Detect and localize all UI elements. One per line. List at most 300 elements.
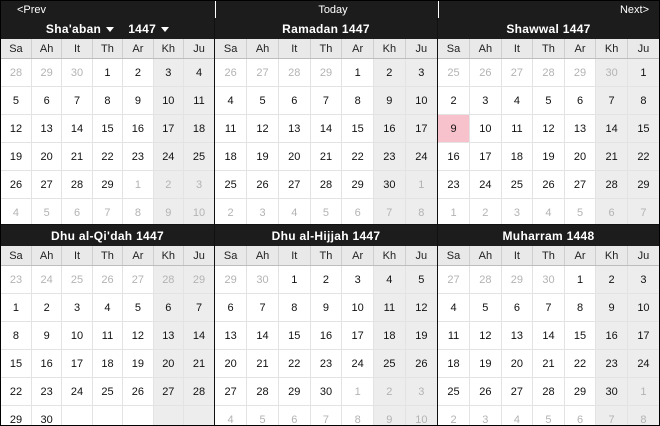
- day-cell[interactable]: 3: [342, 266, 374, 294]
- day-cell[interactable]: 10: [405, 87, 437, 115]
- day-cell[interactable]: 11: [501, 115, 533, 143]
- day-cell[interactable]: 9: [596, 294, 628, 322]
- day-cell[interactable]: 20: [153, 350, 183, 378]
- day-cell[interactable]: 3: [405, 378, 437, 406]
- day-cell[interactable]: 5: [564, 199, 596, 226]
- day-cell[interactable]: 10: [62, 322, 92, 350]
- day-cell[interactable]: 6: [501, 294, 533, 322]
- day-cell[interactable]: 18: [501, 143, 533, 171]
- day-cell[interactable]: [62, 406, 92, 426]
- day-cell[interactable]: [153, 406, 183, 426]
- day-cell[interactable]: 17: [62, 350, 92, 378]
- day-cell[interactable]: 29: [310, 59, 342, 87]
- day-cell[interactable]: 9: [123, 87, 153, 115]
- day-cell[interactable]: 4: [215, 87, 247, 115]
- weekday-header: Kh: [596, 39, 628, 59]
- day-cell[interactable]: 1: [438, 199, 470, 226]
- day-cell[interactable]: 21: [310, 143, 342, 171]
- day-cell[interactable]: 13: [564, 115, 596, 143]
- week-row: [438, 87, 659, 115]
- day-cell[interactable]: 5: [123, 294, 153, 322]
- day-cell[interactable]: 25: [62, 266, 92, 294]
- day-cell[interactable]: 26: [405, 350, 437, 378]
- day-cell[interactable]: 8: [627, 87, 659, 115]
- day-cell[interactable]: 24: [342, 350, 374, 378]
- day-cell[interactable]: 30: [596, 378, 628, 406]
- day-cell[interactable]: 22: [92, 143, 122, 171]
- weekday-header: Ju: [627, 246, 659, 266]
- day-cell[interactable]: 24: [62, 378, 92, 406]
- day-cell[interactable]: 3: [470, 406, 502, 426]
- day-cell[interactable]: 2: [374, 378, 406, 406]
- day-cell[interactable]: 20: [564, 143, 596, 171]
- day-cell[interactable]: 28: [533, 378, 565, 406]
- day-cell[interactable]: 24: [627, 350, 659, 378]
- day-cell[interactable]: 1: [627, 378, 659, 406]
- week-row: [438, 406, 659, 426]
- day-cell[interactable]: 14: [596, 115, 628, 143]
- day-cell[interactable]: 4: [533, 199, 565, 226]
- day-cell[interactable]: 12: [247, 115, 279, 143]
- day-cell[interactable]: 6: [31, 87, 61, 115]
- day-cell[interactable]: 10: [627, 294, 659, 322]
- day-cell[interactable]: 5: [247, 87, 279, 115]
- week-row: [215, 266, 437, 294]
- day-cell[interactable]: 9: [153, 199, 183, 226]
- day-cell[interactable]: 7: [596, 406, 628, 426]
- day-cell[interactable]: 16: [374, 115, 406, 143]
- day-cell[interactable]: 13: [215, 322, 247, 350]
- week-row: [438, 115, 659, 143]
- day-cell[interactable]: 28: [533, 59, 565, 87]
- day-cell[interactable]: 2: [596, 266, 628, 294]
- day-cell[interactable]: 7: [184, 294, 214, 322]
- day-cell[interactable]: 22: [564, 350, 596, 378]
- day-cell[interactable]: 2: [31, 294, 61, 322]
- day-cell[interactable]: 3: [405, 59, 437, 87]
- week-row: [215, 406, 437, 426]
- day-cell[interactable]: 14: [62, 115, 92, 143]
- day-cell[interactable]: 7: [247, 294, 279, 322]
- day-cell[interactable]: 23: [310, 350, 342, 378]
- day-cell[interactable]: 8: [564, 294, 596, 322]
- week-row: [1, 322, 214, 350]
- day-cell[interactable]: 15: [342, 115, 374, 143]
- day-cell[interactable]: 16: [438, 143, 470, 171]
- day-cell[interactable]: 1: [278, 266, 310, 294]
- week-row: [1, 143, 214, 171]
- day-cell[interactable]: 7: [310, 87, 342, 115]
- today-button[interactable]: Today: [318, 3, 348, 16]
- day-cell[interactable]: 17: [627, 322, 659, 350]
- weekday-header: It: [278, 246, 310, 266]
- day-cell[interactable]: 11: [374, 294, 406, 322]
- day-cell[interactable]: 3: [470, 87, 502, 115]
- day-cell[interactable]: 11: [438, 322, 470, 350]
- day-cell[interactable]: 4: [438, 294, 470, 322]
- day-cell[interactable]: 3: [501, 199, 533, 226]
- day-cell[interactable]: 29: [215, 266, 247, 294]
- day-cell[interactable]: 6: [62, 199, 92, 226]
- day-cell[interactable]: 29: [92, 171, 122, 199]
- day-cell[interactable]: 29: [501, 266, 533, 294]
- day-cell[interactable]: 10: [470, 115, 502, 143]
- day-cell[interactable]: 18: [184, 115, 214, 143]
- year-select[interactable]: [128, 22, 169, 36]
- day-cell[interactable]: 18: [374, 322, 406, 350]
- day-cell[interactable]: 30: [247, 266, 279, 294]
- day-cell[interactable]: 28: [153, 266, 183, 294]
- month-header: [215, 18, 437, 39]
- day-cell[interactable]: 20: [31, 143, 61, 171]
- day-cell[interactable]: 24: [31, 266, 61, 294]
- weekday-header-row: [1, 246, 214, 266]
- day-cell[interactable]: 18: [92, 350, 122, 378]
- day-cell[interactable]: 6: [278, 406, 310, 426]
- day-cell[interactable]: 8: [405, 199, 437, 226]
- day-cell[interactable]: 11: [184, 87, 214, 115]
- day-cell[interactable]: 12: [470, 322, 502, 350]
- day-cell[interactable]: 27: [564, 171, 596, 199]
- day-cell[interactable]: 6: [564, 406, 596, 426]
- day-cell[interactable]: 3: [153, 59, 183, 87]
- day-cell[interactable]: 3: [184, 171, 214, 199]
- day-cell[interactable]: 8: [278, 294, 310, 322]
- weekday-header: It: [62, 246, 92, 266]
- day-cell[interactable]: 9: [374, 87, 406, 115]
- day-cell[interactable]: 25: [501, 171, 533, 199]
- day-cell-today[interactable]: 9: [438, 115, 470, 143]
- weekday-header: Sa: [1, 246, 31, 266]
- day-cell[interactable]: 2: [310, 266, 342, 294]
- day-cell[interactable]: 29: [564, 59, 596, 87]
- week-row: [438, 294, 659, 322]
- day-cell[interactable]: 29: [31, 59, 61, 87]
- day-cell[interactable]: 19: [533, 143, 565, 171]
- day-cell[interactable]: 27: [215, 378, 247, 406]
- day-cell[interactable]: 27: [123, 266, 153, 294]
- day-cell[interactable]: 30: [310, 378, 342, 406]
- day-cell[interactable]: 8: [123, 199, 153, 226]
- chevron-down-icon: [106, 27, 114, 32]
- day-cell[interactable]: 4: [501, 87, 533, 115]
- day-cell[interactable]: 5: [533, 87, 565, 115]
- day-cell[interactable]: 4: [501, 406, 533, 426]
- day-cell[interactable]: 2: [438, 406, 470, 426]
- day-cell[interactable]: 4: [215, 406, 247, 426]
- week-row: [1, 406, 214, 426]
- day-cell[interactable]: 5: [247, 406, 279, 426]
- day-cell[interactable]: 3: [627, 266, 659, 294]
- day-cell[interactable]: 27: [247, 59, 279, 87]
- day-cell[interactable]: 25: [215, 171, 247, 199]
- day-cell[interactable]: 10: [342, 294, 374, 322]
- day-cell[interactable]: 29: [564, 378, 596, 406]
- day-cell[interactable]: 22: [342, 143, 374, 171]
- day-cell[interactable]: 25: [184, 143, 214, 171]
- day-cell[interactable]: 9: [310, 294, 342, 322]
- day-cell[interactable]: 1: [123, 171, 153, 199]
- day-cell[interactable]: 8: [342, 406, 374, 426]
- day-cell[interactable]: 6: [153, 294, 183, 322]
- day-cell[interactable]: 4: [92, 294, 122, 322]
- day-cell[interactable]: 12: [123, 322, 153, 350]
- month-header: [215, 225, 437, 246]
- weekday-header: Ar: [123, 246, 153, 266]
- day-cell[interactable]: 7: [374, 199, 406, 226]
- day-cell[interactable]: 25: [438, 378, 470, 406]
- week-row: [1, 294, 214, 322]
- day-cell[interactable]: 13: [501, 322, 533, 350]
- day-cell[interactable]: 23: [31, 378, 61, 406]
- day-cell[interactable]: 29: [278, 378, 310, 406]
- day-cell[interactable]: 1: [1, 294, 31, 322]
- day-cell[interactable]: 30: [374, 171, 406, 199]
- day-cell[interactable]: 30: [533, 266, 565, 294]
- day-cell[interactable]: 23: [596, 350, 628, 378]
- day-cell[interactable]: 8: [1, 322, 31, 350]
- day-cell[interactable]: 6: [596, 199, 628, 226]
- day-cell[interactable]: 13: [153, 322, 183, 350]
- day-cell[interactable]: 24: [470, 171, 502, 199]
- day-cell[interactable]: [92, 406, 122, 426]
- day-cell[interactable]: 11: [215, 115, 247, 143]
- day-cell[interactable]: 17: [405, 115, 437, 143]
- day-cell[interactable]: 12: [405, 294, 437, 322]
- day-cell[interactable]: 2: [215, 199, 247, 226]
- day-cell[interactable]: 5: [470, 294, 502, 322]
- week-row: [215, 322, 437, 350]
- day-cell[interactable]: 22: [278, 350, 310, 378]
- month-select-label: Sha'aban: [45, 21, 102, 36]
- week-row: [438, 350, 659, 378]
- day-cell[interactable]: 21: [184, 350, 214, 378]
- day-cell[interactable]: 26: [215, 59, 247, 87]
- day-cell[interactable]: 13: [278, 115, 310, 143]
- weekday-header: Ar: [342, 246, 374, 266]
- day-cell[interactable]: 28: [310, 171, 342, 199]
- day-cell[interactable]: 18: [215, 143, 247, 171]
- day-cell[interactable]: 30: [62, 59, 92, 87]
- year-select-label: 1447: [128, 21, 157, 36]
- toolbar-divider-left: [215, 1, 216, 18]
- day-cell[interactable]: 6: [278, 87, 310, 115]
- week-row: [215, 87, 437, 115]
- day-cell[interactable]: 29: [342, 171, 374, 199]
- day-cell[interactable]: 17: [470, 143, 502, 171]
- day-cell[interactable]: 18: [438, 350, 470, 378]
- day-cell[interactable]: 3: [247, 199, 279, 226]
- day-cell[interactable]: 8: [627, 406, 659, 426]
- day-cell[interactable]: 29: [184, 266, 214, 294]
- day-cell[interactable]: 19: [247, 143, 279, 171]
- day-cell[interactable]: 26: [533, 171, 565, 199]
- weekday-header-row: [215, 39, 437, 59]
- day-cell[interactable]: 4: [374, 266, 406, 294]
- day-cell[interactable]: 26: [247, 171, 279, 199]
- day-cell[interactable]: 22: [1, 378, 31, 406]
- day-cell[interactable]: 21: [533, 350, 565, 378]
- day-cell[interactable]: 15: [278, 322, 310, 350]
- day-cell[interactable]: 1: [342, 378, 374, 406]
- day-cell[interactable]: 25: [374, 350, 406, 378]
- day-cell[interactable]: 5: [405, 266, 437, 294]
- day-cell[interactable]: 29: [627, 171, 659, 199]
- weekday-header: It: [62, 39, 92, 59]
- day-cell[interactable]: 9: [31, 322, 61, 350]
- day-cell[interactable]: [184, 406, 214, 426]
- day-cell[interactable]: 21: [62, 143, 92, 171]
- day-cell[interactable]: 25: [92, 378, 122, 406]
- day-cell[interactable]: 15: [1, 350, 31, 378]
- month-title: Ramadan 1447: [282, 21, 370, 36]
- day-cell[interactable]: 12: [533, 115, 565, 143]
- day-cell[interactable]: 17: [342, 322, 374, 350]
- weekday-header: Kh: [374, 246, 406, 266]
- day-cell[interactable]: 30: [31, 406, 61, 426]
- day-cell[interactable]: 26: [123, 378, 153, 406]
- day-cell[interactable]: 17: [153, 115, 183, 143]
- day-cell[interactable]: 1: [564, 266, 596, 294]
- day-cell[interactable]: 26: [92, 266, 122, 294]
- day-cell[interactable]: 7: [627, 199, 659, 226]
- day-cell[interactable]: 19: [1, 143, 31, 171]
- week-row: [1, 350, 214, 378]
- day-cell[interactable]: [123, 406, 153, 426]
- day-cell[interactable]: 23: [374, 143, 406, 171]
- day-cell[interactable]: 4: [278, 199, 310, 226]
- day-cell[interactable]: 15: [564, 322, 596, 350]
- day-cell[interactable]: 1: [405, 171, 437, 199]
- day-cell[interactable]: 26: [470, 378, 502, 406]
- day-cell[interactable]: 14: [310, 115, 342, 143]
- day-cell[interactable]: 13: [31, 115, 61, 143]
- day-cell[interactable]: 5: [1, 87, 31, 115]
- week-row: [438, 59, 659, 87]
- day-cell[interactable]: 6: [564, 87, 596, 115]
- day-cell[interactable]: 2: [123, 59, 153, 87]
- day-cell[interactable]: 9: [374, 406, 406, 426]
- day-cell[interactable]: 28: [184, 378, 214, 406]
- weekday-header: Ah: [247, 246, 279, 266]
- day-cell[interactable]: 8: [92, 87, 122, 115]
- day-cell[interactable]: 19: [470, 350, 502, 378]
- day-cell[interactable]: 14: [247, 322, 279, 350]
- day-cell[interactable]: 2: [374, 59, 406, 87]
- weekday-header: Ah: [31, 246, 61, 266]
- day-cell[interactable]: 16: [596, 322, 628, 350]
- day-cell[interactable]: 20: [501, 350, 533, 378]
- day-cell[interactable]: 21: [596, 143, 628, 171]
- day-cell[interactable]: 7: [310, 406, 342, 426]
- next-button[interactable]: Next>: [619, 3, 649, 16]
- day-cell[interactable]: 1: [92, 59, 122, 87]
- day-cell[interactable]: 5: [533, 406, 565, 426]
- day-cell[interactable]: 7: [92, 199, 122, 226]
- weekday-header: Sa: [215, 39, 247, 59]
- day-cell[interactable]: 10: [153, 87, 183, 115]
- day-cell[interactable]: 14: [533, 322, 565, 350]
- day-cell[interactable]: 27: [501, 378, 533, 406]
- month-panel-muharram-1448: [438, 225, 659, 426]
- day-cell[interactable]: 6: [215, 294, 247, 322]
- day-cell[interactable]: 16: [310, 322, 342, 350]
- day-cell[interactable]: 27: [153, 378, 183, 406]
- day-cell[interactable]: 6: [342, 199, 374, 226]
- day-cell[interactable]: 24: [405, 143, 437, 171]
- day-cell[interactable]: 28: [596, 171, 628, 199]
- day-cell[interactable]: 7: [62, 87, 92, 115]
- day-cell[interactable]: 15: [92, 115, 122, 143]
- day-cell[interactable]: 15: [627, 115, 659, 143]
- week-row: [438, 322, 659, 350]
- day-cell[interactable]: 26: [470, 59, 502, 87]
- day-cell[interactable]: 11: [92, 322, 122, 350]
- day-cell[interactable]: 7: [596, 87, 628, 115]
- week-row: [1, 115, 214, 143]
- day-cell[interactable]: 30: [596, 59, 628, 87]
- day-cell[interactable]: 21: [247, 350, 279, 378]
- day-cell[interactable]: 28: [278, 59, 310, 87]
- day-cell[interactable]: 23: [1, 266, 31, 294]
- day-cell[interactable]: 28: [470, 266, 502, 294]
- day-cell[interactable]: 5: [310, 199, 342, 226]
- week-row: [438, 199, 659, 226]
- weekday-header: Ah: [470, 246, 502, 266]
- day-cell[interactable]: 2: [153, 171, 183, 199]
- day-cell[interactable]: 23: [438, 171, 470, 199]
- prev-button[interactable]: <Prev: [17, 3, 47, 16]
- day-cell[interactable]: 27: [31, 171, 61, 199]
- day-cell[interactable]: 10: [184, 199, 214, 226]
- day-cell[interactable]: 19: [123, 350, 153, 378]
- day-cell[interactable]: 1: [627, 59, 659, 87]
- day-cell[interactable]: 3: [62, 294, 92, 322]
- day-cell[interactable]: 23: [123, 143, 153, 171]
- day-cell[interactable]: 27: [438, 266, 470, 294]
- day-cell[interactable]: 1: [342, 59, 374, 87]
- day-cell[interactable]: 27: [501, 59, 533, 87]
- day-cell[interactable]: 14: [184, 322, 214, 350]
- day-cell[interactable]: 28: [62, 171, 92, 199]
- day-cell[interactable]: 24: [153, 143, 183, 171]
- day-cell[interactable]: 28: [1, 59, 31, 87]
- day-cell[interactable]: 4: [1, 199, 31, 226]
- day-cell[interactable]: 4: [184, 59, 214, 87]
- day-cell[interactable]: 29: [1, 406, 31, 426]
- day-cell[interactable]: 16: [123, 115, 153, 143]
- day-cell[interactable]: 20: [215, 350, 247, 378]
- day-cell[interactable]: 27: [278, 171, 310, 199]
- day-cell[interactable]: 5: [31, 199, 61, 226]
- day-cell[interactable]: 12: [1, 115, 31, 143]
- day-cell[interactable]: 19: [405, 322, 437, 350]
- day-cell[interactable]: 22: [627, 143, 659, 171]
- month-select[interactable]: [46, 22, 114, 36]
- day-cell[interactable]: 28: [247, 378, 279, 406]
- day-cell[interactable]: 16: [31, 350, 61, 378]
- day-cell[interactable]: 7: [533, 294, 565, 322]
- day-cell[interactable]: 2: [470, 199, 502, 226]
- weekday-header: Th: [533, 39, 565, 59]
- day-cell[interactable]: 26: [1, 171, 31, 199]
- day-cell[interactable]: 2: [438, 87, 470, 115]
- day-cell[interactable]: 10: [405, 406, 437, 426]
- day-cell[interactable]: 20: [278, 143, 310, 171]
- week-row: [1, 59, 214, 87]
- day-cell[interactable]: 25: [438, 59, 470, 87]
- day-cell[interactable]: 8: [342, 87, 374, 115]
